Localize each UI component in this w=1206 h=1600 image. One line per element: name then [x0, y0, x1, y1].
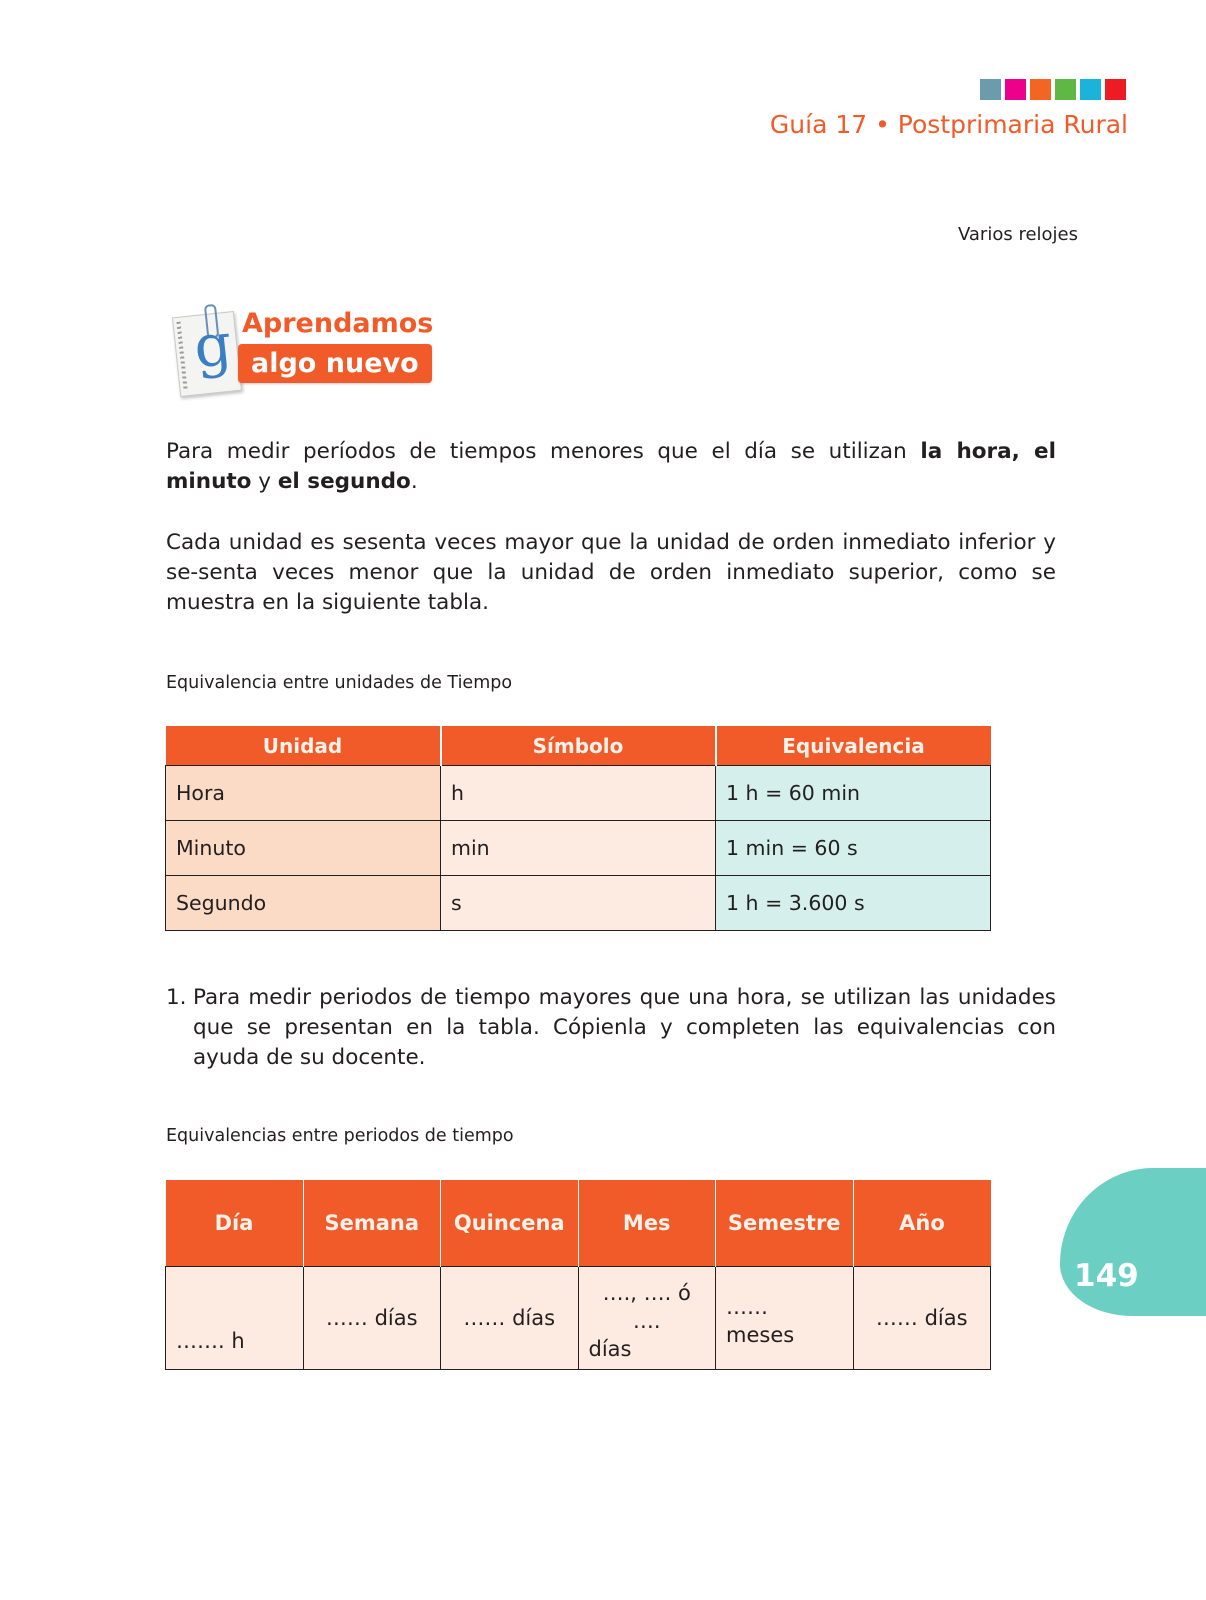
units-table-caption: Equivalencia entre unidades de Tiempo: [166, 673, 513, 693]
intro-paragraph: [166, 437, 1056, 497]
header-cell: Símbolo: [441, 726, 716, 766]
fill-in-line: meses: [726, 1323, 795, 1347]
section-title-line1: Aprendamos: [242, 308, 434, 339]
table-header-row: [166, 1180, 991, 1267]
fill-in-cell: ……. h: [166, 1267, 304, 1370]
header-cell: Quincena: [441, 1180, 579, 1267]
table-cell: 1 h = 60 min: [716, 766, 991, 821]
header-cell: Año: [853, 1180, 991, 1267]
header-cell: Semestre: [716, 1180, 854, 1267]
header-cell: Unidad: [166, 726, 441, 766]
color-squares: [980, 79, 1126, 100]
color-square-3: [1030, 79, 1051, 100]
para1-text-2: y: [251, 469, 278, 494]
color-square-1: [980, 79, 1001, 100]
page-number: 149: [1074, 1258, 1139, 1294]
fill-in-line: días: [588, 1337, 632, 1361]
header-cell: Semana: [303, 1180, 441, 1267]
table-cell: 1 min = 60 s: [716, 821, 991, 876]
table-header-row: [166, 726, 991, 766]
fill-in-cell: …… días: [303, 1267, 441, 1370]
color-square-4: [1055, 79, 1076, 100]
fill-in-cell: [578, 1267, 716, 1370]
explanation-paragraph: Cada unidad es sesenta veces mayor que la unidad de orden inmediato inferior y se-senta veces menor que la unidad de orden inmediato superior, como se muestra en la siguiente tabla.: [166, 530, 1056, 615]
section-heading: [170, 306, 434, 406]
guide-title: Guía 17 • Postprimaria Rural: [769, 110, 1128, 139]
table-cell: s: [441, 876, 716, 931]
fill-in-cell: …… días: [441, 1267, 579, 1370]
fill-in-line: ……: [726, 1295, 768, 1319]
periods-table-caption: Equivalencias entre periodos de tiempo: [166, 1126, 514, 1146]
notebook-g-icon: g: [172, 311, 242, 397]
periods-table: [165, 1180, 991, 1370]
table-row: [166, 1267, 991, 1370]
header-cell: Mes: [578, 1180, 716, 1267]
table-row: [166, 766, 991, 821]
table-cell: min: [441, 821, 716, 876]
color-square-5: [1080, 79, 1101, 100]
header-cell: Equivalencia: [716, 726, 991, 766]
table-cell: h: [441, 766, 716, 821]
image-caption: Varios relojes: [957, 224, 1078, 245]
color-square-6: [1105, 79, 1126, 100]
section-title-line2: algo nuevo: [238, 344, 432, 383]
para1-bold-1: la hora, el minuto: [166, 439, 1056, 494]
units-table: [165, 726, 991, 931]
table-row: [166, 821, 991, 876]
table-cell: Minuto: [166, 821, 441, 876]
header-cell: Día: [166, 1180, 304, 1267]
table-cell: Segundo: [166, 876, 441, 931]
para1-text-3: .: [410, 469, 418, 494]
exercise-text: Para medir periodos de tiempo mayores que una hora, se utilizan las unidades que se presentan en la tabla. Cópienla y completen las equivalencias con ayuda de su docente.: [193, 985, 1056, 1070]
table-cell: 1 h = 3.600 s: [716, 876, 991, 931]
exercise-item: [166, 983, 1056, 1073]
table-row: [166, 876, 991, 931]
fill-in-cell: [716, 1267, 854, 1370]
color-square-2: [1005, 79, 1026, 100]
exercise-number: 1.: [166, 985, 187, 1010]
fill-in-cell: …… días: [853, 1267, 991, 1370]
table-cell: Hora: [166, 766, 441, 821]
para1-text-1: Para medir períodos de tiempos menores que el día se utilizan: [166, 439, 921, 464]
para1-bold-2: el segundo: [277, 469, 411, 494]
fill-in-line: …., …. ó ….: [602, 1281, 691, 1333]
